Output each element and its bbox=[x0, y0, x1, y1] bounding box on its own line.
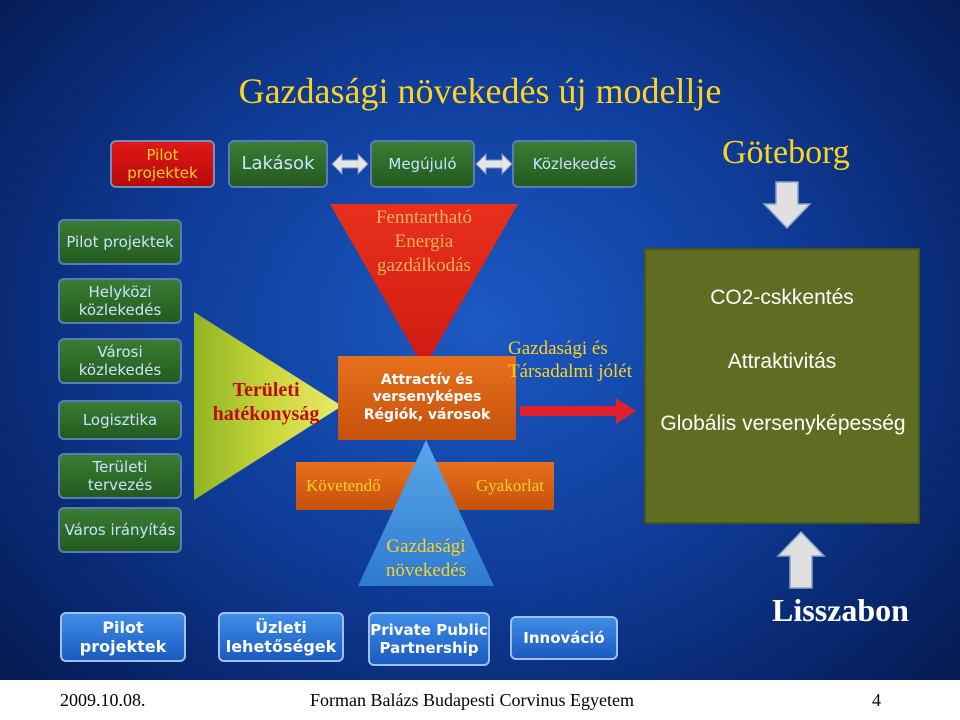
left-box-logisztika: Logisztika bbox=[58, 400, 182, 440]
center-region-box bbox=[338, 356, 516, 440]
welfare-label: Gazdasági és Társadalmi jólét bbox=[508, 338, 632, 382]
center-line-3: Régiók, városok bbox=[363, 406, 491, 423]
megujulo-box: Megújuló bbox=[370, 140, 475, 188]
footer-date: 2009.10.08. bbox=[60, 690, 146, 710]
down-arrow-icon bbox=[762, 180, 812, 230]
left-box-teruleti: Területi tervezés bbox=[58, 453, 182, 499]
bottom-triangle-label: Gazdasági növekedés bbox=[385, 536, 467, 581]
pilot-projects-top-box: Pilot projektek bbox=[110, 140, 215, 188]
left-triangle-label: Területi hatékonyság bbox=[212, 379, 320, 425]
follow-label: Követendő bbox=[306, 476, 381, 496]
lakasok-box: Lakások bbox=[228, 140, 328, 188]
results-box bbox=[644, 248, 920, 524]
practice-label: Gyakorlat bbox=[476, 476, 544, 496]
up-arrow-icon bbox=[776, 530, 826, 590]
page-number: 4 bbox=[872, 690, 881, 710]
pilot-projects-button[interactable]: Pilot projektek bbox=[60, 612, 186, 662]
ppp-button[interactable]: Private Public Partnership bbox=[368, 612, 490, 666]
left-box-varosi: Városi közlekedés bbox=[58, 338, 182, 384]
city-goteborg: Göteborg bbox=[722, 134, 850, 171]
left-box-pilot: Pilot projektek bbox=[58, 219, 182, 265]
right-arrow-icon bbox=[520, 396, 638, 426]
top-triangle-label: Fenntartható Energia gazdálkodás bbox=[375, 207, 473, 276]
result-attractivity: Attraktivitás bbox=[727, 350, 837, 373]
double-arrow-icon bbox=[474, 150, 514, 178]
business-opportunities-button[interactable]: Üzleti lehetőségek bbox=[218, 612, 344, 662]
left-box-varos: Város irányítás bbox=[58, 507, 182, 553]
double-arrow-icon bbox=[330, 150, 370, 178]
result-global: Globális versenyképesség bbox=[660, 412, 906, 435]
footer-author: Forman Balázs Budapesti Corvinus Egyetem bbox=[310, 690, 634, 710]
slide-title: Gazdasági növekedés új modellje bbox=[238, 71, 722, 111]
kozlekedes-box: Közlekedés bbox=[512, 140, 637, 188]
result-co2: CO2-cskkentés bbox=[710, 286, 854, 309]
innovation-button[interactable]: Innováció bbox=[510, 616, 618, 660]
city-lisszabon: Lisszabon bbox=[772, 592, 909, 628]
left-box-helykozi: Helyközi közlekedés bbox=[58, 278, 182, 324]
center-line-2: versenyképes bbox=[372, 389, 482, 406]
center-line-1: Attractív és bbox=[380, 371, 474, 388]
